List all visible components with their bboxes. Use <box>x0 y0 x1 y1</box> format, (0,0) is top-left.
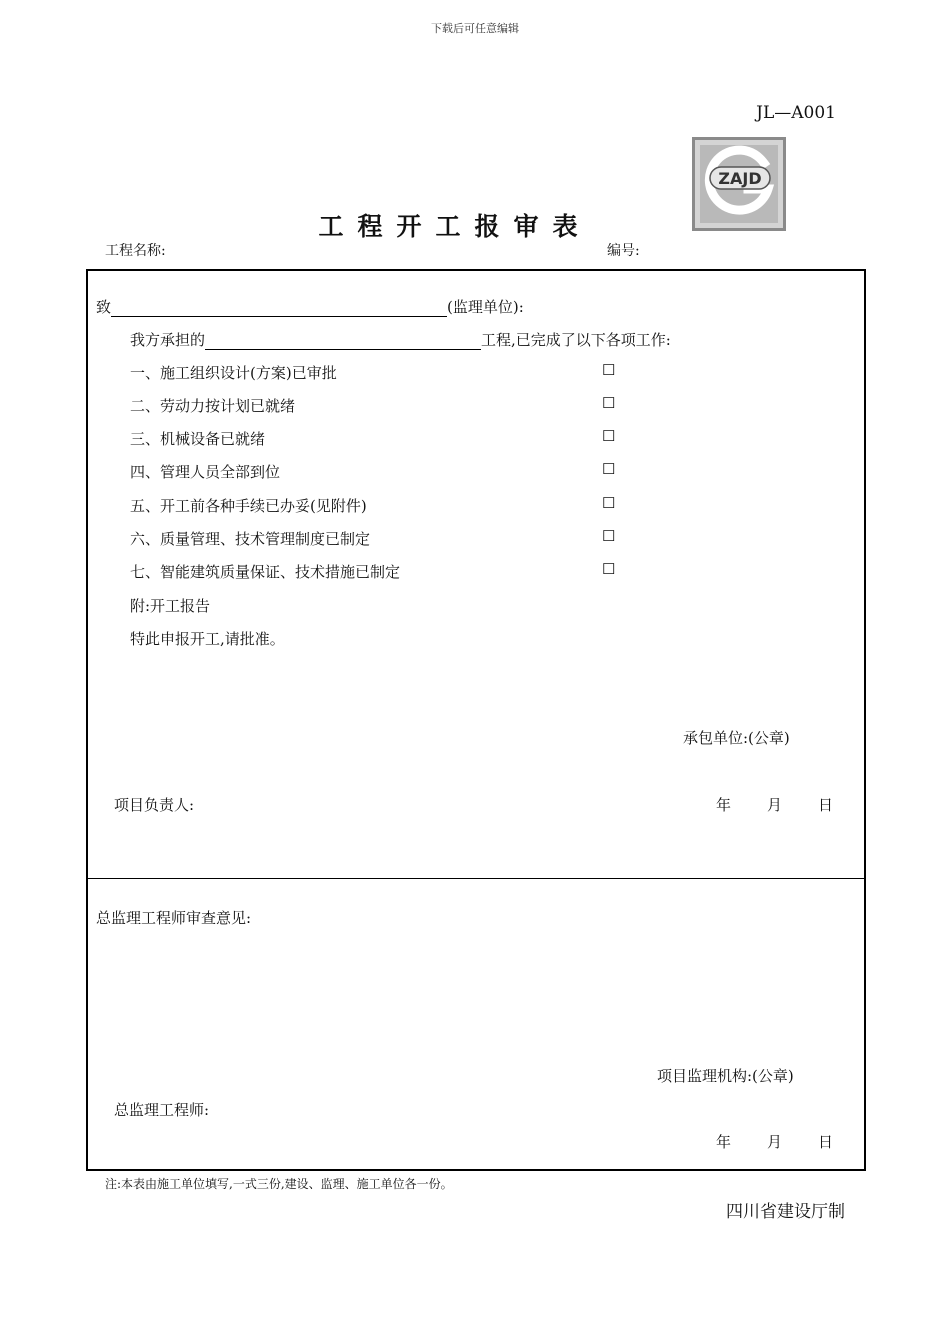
logo-text: ZAJD <box>718 169 762 188</box>
date-year-2: 年 <box>716 1133 732 1151</box>
date-day: 日 <box>818 796 834 814</box>
item-4-checkbox[interactable]: ☐ <box>602 460 616 478</box>
supervisor-opinion-label: 总监理工程师审查意见: <box>96 909 252 927</box>
to-suffix: (监理单位): <box>447 298 524 316</box>
date-year: 年 <box>716 796 732 814</box>
to-prefix: 致 <box>96 298 112 316</box>
project-field[interactable] <box>205 333 481 350</box>
item-5-checkbox[interactable]: ☐ <box>602 494 616 512</box>
supervision-org-seal: 项目监理机构:(公章) <box>657 1067 794 1085</box>
attachment-line: 附:开工报告 <box>130 597 211 615</box>
item-1-label: 一、施工组织设计(方案)已审批 <box>130 364 337 382</box>
item-6-checkbox[interactable]: ☐ <box>602 527 616 545</box>
number-label: 编号: <box>607 243 640 259</box>
chief-engineer-label: 总监理工程师: <box>114 1101 210 1119</box>
form-title: 工程开工报审表 <box>318 212 592 241</box>
footnote: 注:本表由施工单位填写,一式三份,建设、监理、施工单位各一份。 <box>105 1177 453 1191</box>
section-divider <box>88 878 864 879</box>
form-code: JL—A001 <box>756 103 836 123</box>
top-note: 下载后可任意编辑 <box>431 22 519 35</box>
item-3-label: 三、机械设备已就绪 <box>130 430 266 448</box>
item-2-checkbox[interactable]: ☐ <box>602 394 616 412</box>
item-1-checkbox[interactable]: ☐ <box>602 361 616 379</box>
intro-prefix: 我方承担的 <box>130 331 206 349</box>
item-4-label: 四、管理人员全部到位 <box>130 463 281 481</box>
date-month: 月 <box>767 796 783 814</box>
item-7-label: 七、智能建筑质量保证、技术措施已制定 <box>130 563 401 581</box>
intro-line <box>130 329 671 350</box>
item-3-checkbox[interactable]: ☐ <box>602 427 616 445</box>
project-manager-label: 项目负责人: <box>114 796 195 814</box>
item-6-label: 六、质量管理、技术管理制度已制定 <box>130 530 371 548</box>
request-line: 特此申报开工,请批准。 <box>130 630 285 648</box>
project-name-label: 工程名称: <box>105 243 166 259</box>
intro-suffix: 工程,已完成了以下各项工作: <box>481 331 671 349</box>
supervision-unit-field[interactable] <box>111 300 447 317</box>
form-frame <box>86 269 866 1171</box>
item-7-checkbox[interactable]: ☐ <box>602 560 616 578</box>
item-2-label: 二、劳动力按计划已就绪 <box>130 397 296 415</box>
date-month-2: 月 <box>767 1133 783 1151</box>
contractor-seal: 承包单位:(公章) <box>683 729 790 747</box>
item-5-label: 五、开工前各种手续已办妥(见附件) <box>130 497 367 515</box>
to-line <box>96 296 524 317</box>
date-day-2: 日 <box>818 1133 834 1151</box>
issuer: 四川省建设厅制 <box>726 1202 845 1222</box>
